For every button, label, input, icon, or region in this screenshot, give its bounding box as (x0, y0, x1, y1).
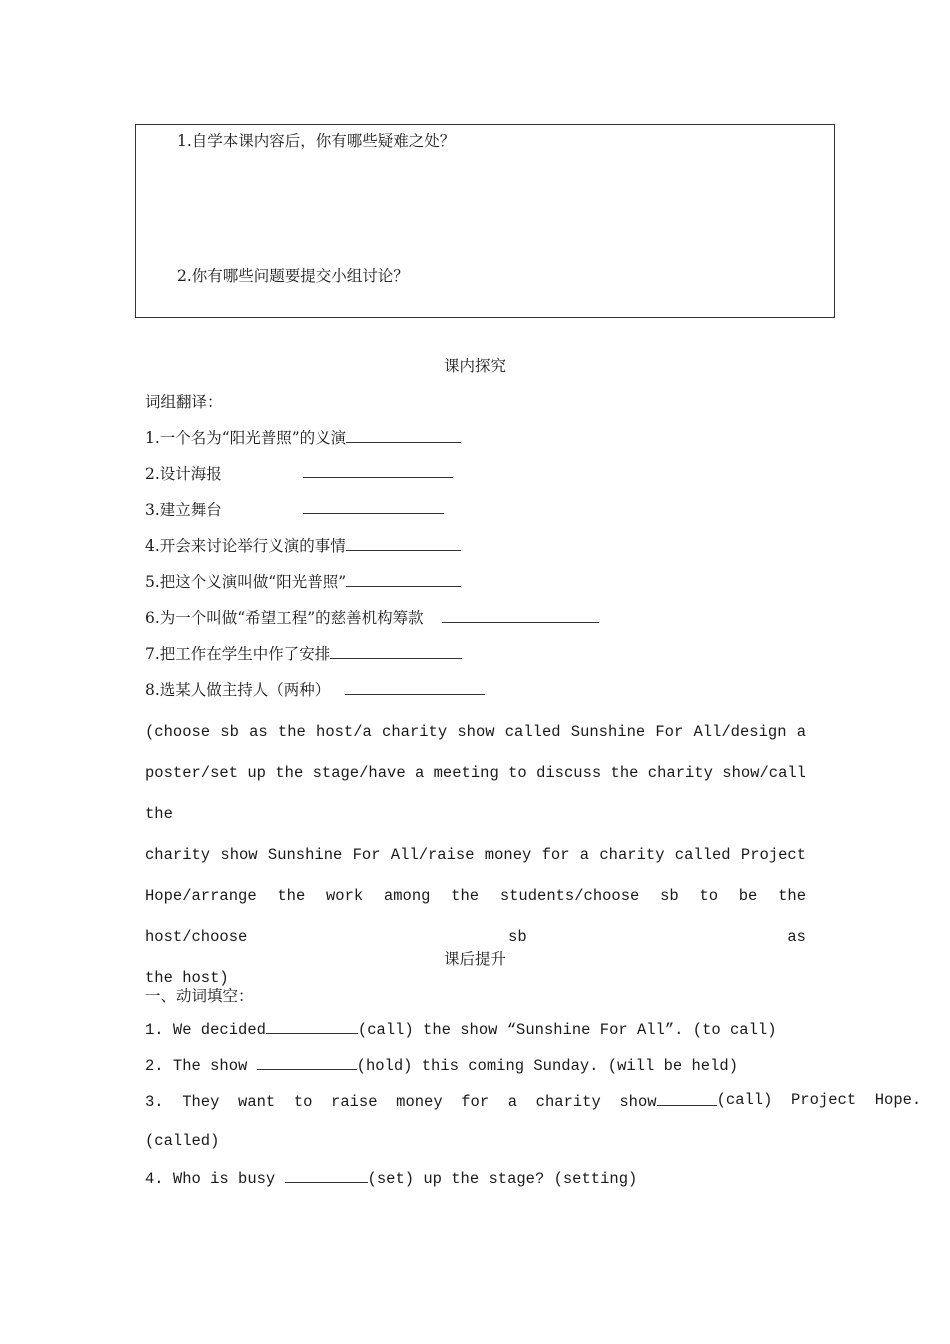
translation-item-text: 4.开会来讨论举行义演的事情 (145, 537, 346, 555)
reflection-question-2: 2.你有哪些问题要提交小组讨论？ (177, 267, 409, 285)
translation-item-text: 3.建立舞台 (145, 501, 222, 519)
translation-item-text: 5.把这个义演叫做“阳光普照” (145, 573, 347, 591)
translation-item (145, 534, 461, 556)
translation-item-text: 8.选某人做主持人（两种） (145, 681, 331, 699)
translation-item-text: 7.把工作在学生中作了安排 (145, 645, 331, 663)
phrase-translation-subheading: 词组翻译： (145, 393, 223, 411)
exercise-item-1 (145, 1019, 777, 1039)
exercise-text: 4. Who is busy (145, 1170, 276, 1188)
translation-item (145, 678, 485, 700)
section-heading-after-class: 课后提升 (443, 950, 506, 968)
exercise-item-3 (145, 1091, 922, 1111)
translation-item-text: 6.为一个叫做“希望工程”的慈善机构筹款 (145, 609, 424, 627)
answer-blank[interactable] (303, 499, 444, 514)
answer-blank[interactable] (257, 1055, 357, 1070)
reflection-question-1: 1.自学本课内容后，你有哪些疑难之处？ (177, 132, 456, 150)
answer-blank[interactable] (657, 1091, 717, 1106)
answer-key-line: Hope/arrange the work among the students/choose sb to be the host/choose sb as (145, 887, 806, 946)
exercise-text: (set) up the stage? (setting) (367, 1170, 638, 1188)
answer-key-line: poster/set up the stage/have a meeting to discuss the charity show/call the (145, 764, 806, 823)
exercise-item-4 (145, 1168, 637, 1188)
translation-item (145, 606, 599, 628)
answer-key-line: charity show Sunshine For All/raise money for a charity called Project (145, 846, 806, 864)
exercise-text: (call) the show “Sunshine For All”. (to call) (357, 1021, 777, 1039)
exercise-item-2 (145, 1055, 738, 1075)
translation-item (145, 498, 222, 520)
answer-key-line: (choose sb as the host/a charity show called Sunshine For All/design a (145, 723, 806, 741)
exercise-item-3-answer: (called) (145, 1132, 220, 1150)
exercise-text: 1. We decided (145, 1021, 266, 1039)
answer-blank[interactable] (346, 572, 461, 587)
reflection-box (135, 124, 835, 318)
exercise-text: (call) Project Hope. (716, 1091, 922, 1109)
verb-fill-subheading: 一、动词填空： (145, 987, 254, 1005)
translation-item-text: 2.设计海报 (145, 465, 222, 483)
exercise-text: (hold) this coming Sunday. (will be held) (356, 1057, 739, 1075)
translation-item (145, 570, 461, 592)
answer-blank[interactable] (346, 428, 461, 443)
answer-blank[interactable] (346, 536, 461, 551)
answer-blank[interactable] (285, 1168, 368, 1183)
answer-blank[interactable] (330, 644, 462, 659)
section-heading-in-class: 课内探究 (443, 357, 506, 375)
translation-item (145, 462, 222, 484)
translation-item (145, 426, 461, 448)
answer-blank[interactable] (345, 680, 485, 695)
exercise-text: 3. They want to raise money for a charity show (145, 1093, 657, 1111)
answer-blank[interactable] (266, 1019, 358, 1034)
translation-item-text: 1.一个名为“阳光普照”的义演 (145, 429, 347, 447)
answer-blank[interactable] (303, 463, 453, 478)
answer-key-line: the host) (145, 969, 229, 987)
answer-blank[interactable] (442, 608, 599, 623)
exercise-text: 2. The show (145, 1057, 248, 1075)
translation-item (145, 642, 462, 664)
